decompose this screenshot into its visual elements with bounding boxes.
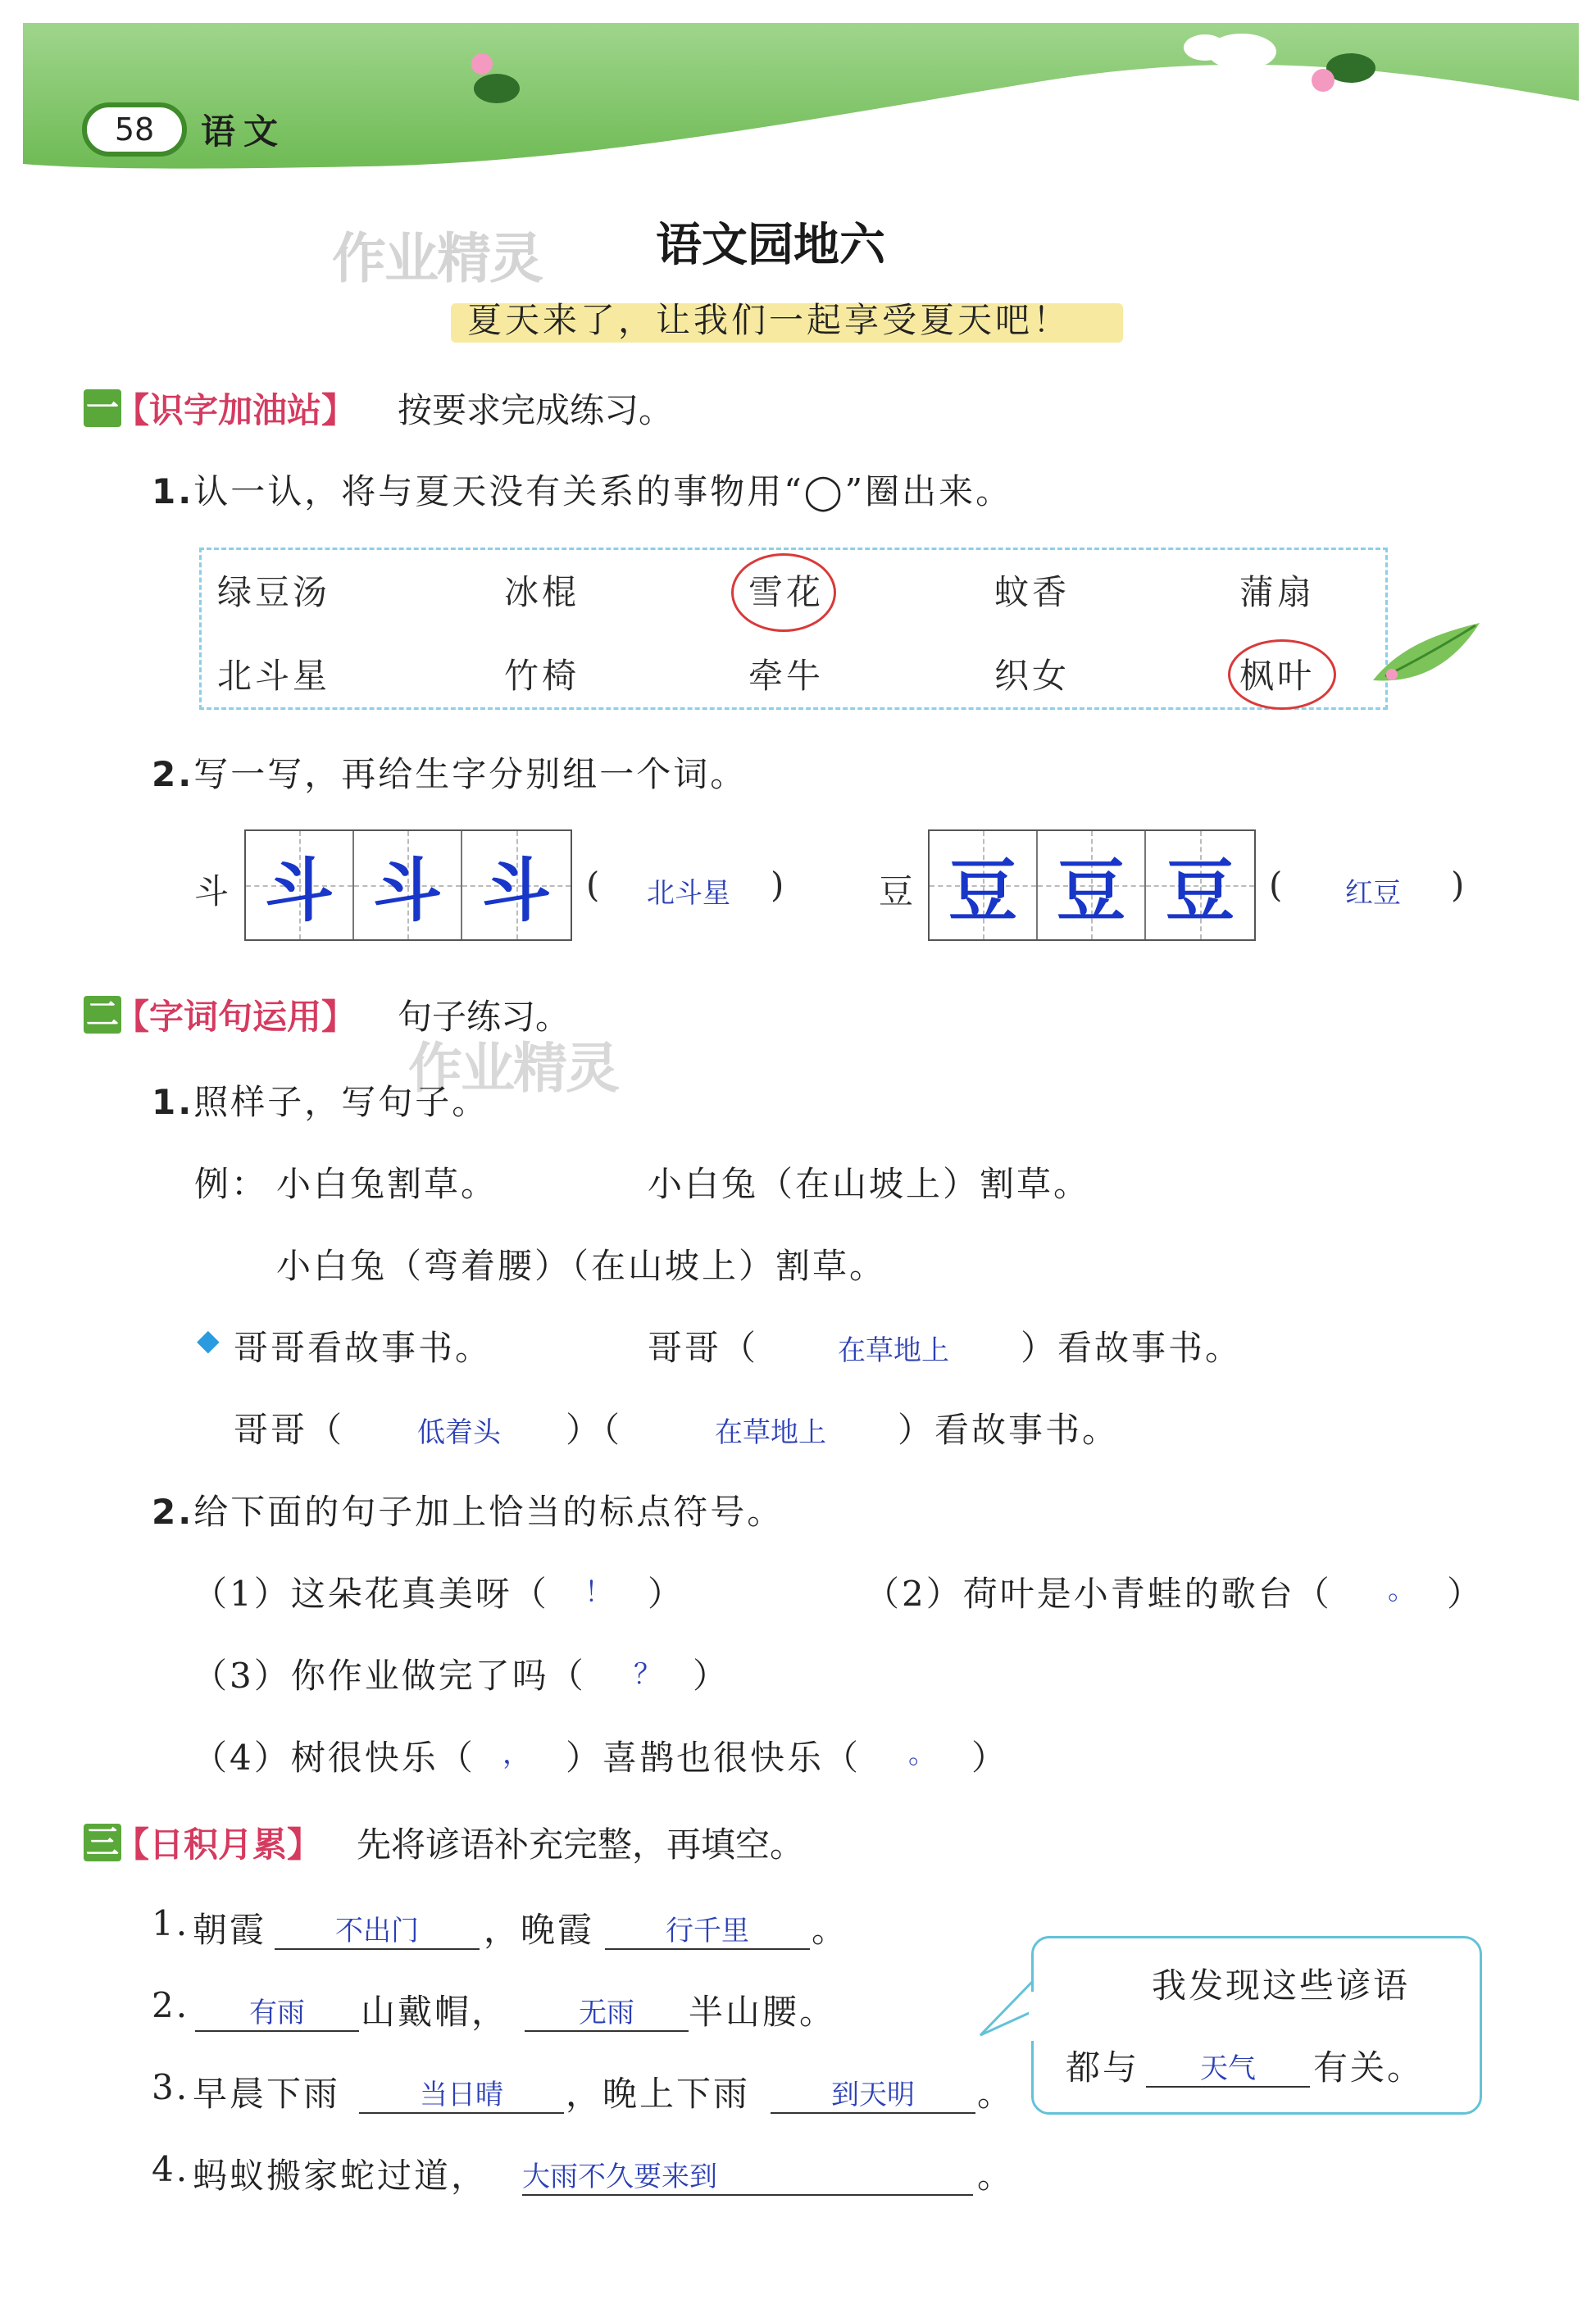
punct-answer[interactable]: 。 [908, 1738, 936, 1770]
writing-grid [928, 829, 1256, 941]
page-number: 58 [82, 102, 187, 157]
word-item-circled[interactable]: 雪花 [748, 572, 825, 612]
punct-prefix: （3）你作业做完了吗（ [193, 1656, 586, 1696]
s1-q1: 1.认一认，将与夏天没有关系的事物用“◯”圈出来。 [152, 471, 1013, 511]
word-item[interactable]: 织女 [994, 656, 1071, 696]
proverb-number: 2. [152, 1985, 190, 2025]
word-answer[interactable]: 红豆 [1345, 877, 1401, 910]
writing-grid [244, 829, 572, 941]
proverb-text: 蚂蚁搬家蛇过道， [193, 2156, 489, 2196]
punct-prefix: （4）树很快乐（ [193, 1738, 475, 1778]
proverb-text: ，晚霞 [484, 1910, 595, 1950]
punct-suffix: ） [693, 1656, 730, 1696]
word-item[interactable]: 蒲扇 [1239, 572, 1316, 612]
line2-prefix: 哥哥（ [234, 1410, 345, 1450]
diamond-bullet-icon: ◆ [197, 1324, 220, 1357]
line1-suffix: ）看故事书。 [1021, 1328, 1243, 1368]
word-answer[interactable]: 北斗星 [647, 877, 730, 910]
punct-prefix: （1）这朵花真美呀（ [193, 1574, 549, 1614]
s2-q1: 1.照样子，写句子。 [152, 1082, 489, 1122]
proverb-text: 。 [977, 2074, 1015, 2114]
section-2-number: 二 [84, 996, 121, 1034]
writing-cell[interactable]: 豆 [930, 831, 1038, 939]
proverb-number: 3. [152, 2067, 190, 2107]
writing-cell[interactable]: 斗 [462, 831, 571, 939]
line1-prefix: 哥哥（ [648, 1328, 759, 1368]
word-item[interactable]: 蚊香 [994, 572, 1071, 612]
punct-mid: ）喜鹊也很快乐（ [566, 1738, 862, 1778]
bubble-line2-prefix: 都与 [1066, 2047, 1140, 2088]
sentence-answer[interactable]: 低着头 [417, 1416, 501, 1449]
watermark: 作业精灵 [408, 1037, 618, 1100]
bubble-answer[interactable]: 天气 [1146, 2046, 1310, 2088]
punct-answer[interactable]: ， [502, 1738, 530, 1770]
punct-answer[interactable]: ！ [584, 1576, 612, 1609]
bubble-line1: 我发现这些谚语 [1152, 1965, 1411, 2006]
section-2-instruction: 句子练习。 [398, 997, 571, 1037]
proverb-text: 朝霞 [193, 1910, 267, 1950]
watermark: 作业精灵 [332, 227, 542, 290]
open-paren: ( [1269, 865, 1286, 905]
section-3-instruction: 先将谚语补充完整，再填空。 [357, 1824, 805, 1865]
proverb-text: 山戴帽， [361, 1992, 509, 2032]
proverb-text: 早晨下雨 [193, 2074, 341, 2114]
example-sentence: 小白兔（弯着腰）（在山坡上）割草。 [276, 1246, 887, 1286]
word-item[interactable]: 北斗星 [217, 656, 331, 696]
word-item[interactable]: 冰棍 [504, 572, 580, 612]
task-sentence: 哥哥看故事书。 [234, 1328, 493, 1368]
proverb-answer[interactable]: 不出门 [275, 1908, 480, 1950]
word-item[interactable]: 绿豆汤 [217, 572, 331, 612]
proverb-answer[interactable]: 行千里 [605, 1908, 810, 1950]
section-3-title: 【日积月累】 [115, 1824, 322, 1865]
writing-cell[interactable]: 斗 [246, 831, 354, 939]
proverb-text: 。 [977, 2156, 1015, 2196]
subject-label: 语文 [201, 111, 287, 152]
punct-prefix: （2）荷叶是小青蛙的歌台（ [865, 1574, 1332, 1614]
proverb-answer[interactable]: 大雨不久要来到 [522, 2154, 973, 2196]
writing-cell[interactable]: 豆 [1038, 831, 1146, 939]
word-item[interactable]: 竹椅 [504, 656, 580, 696]
s1-q2: 2.写一写，再给生字分别组一个词。 [152, 754, 748, 794]
open-paren: ( [586, 865, 603, 905]
proverb-answer[interactable]: 有雨 [195, 1990, 359, 2032]
punct-answer[interactable]: ？ [634, 1658, 662, 1691]
example-sentence: 小白兔（在山坡上）割草。 [648, 1164, 1091, 1204]
proverb-number: 1. [152, 1903, 190, 1943]
proverb-text: 半山腰。 [689, 1992, 837, 2032]
sentence-answer[interactable]: 在草地上 [838, 1334, 949, 1367]
bubble-line2-suffix: 有关。 [1313, 2047, 1425, 2088]
char-label: 斗 [194, 871, 233, 911]
proverb-answer[interactable]: 无雨 [525, 1990, 689, 2032]
section-1-instruction: 按要求完成练习。 [398, 390, 674, 430]
writing-cell[interactable]: 豆 [1146, 831, 1254, 939]
line2-suffix: ）看故事书。 [898, 1410, 1120, 1450]
line2-mid: ）（ [566, 1410, 623, 1450]
punct-answer[interactable]: 。 [1388, 1574, 1416, 1606]
proverb-answer[interactable]: 到天明 [771, 2072, 975, 2114]
section-1-title: 【识字加油站】 [115, 390, 357, 430]
punct-suffix: ） [648, 1574, 685, 1614]
word-item[interactable]: 牵牛 [748, 656, 825, 696]
example-sentence: 小白兔割草。 [276, 1164, 498, 1204]
proverb-text: 。 [812, 1910, 849, 1950]
leaf-decoration-icon [1369, 611, 1484, 693]
char-label: 豆 [879, 871, 917, 911]
section-1-number: 一 [84, 389, 121, 427]
example-label: 例： [194, 1164, 269, 1204]
punct-suffix: ） [1447, 1574, 1485, 1614]
bubble-tail-cover [1029, 1992, 1037, 2041]
section-3-number: 三 [84, 1824, 121, 1861]
sentence-answer[interactable]: 在草地上 [715, 1416, 826, 1449]
word-item-circled[interactable]: 枫叶 [1239, 656, 1316, 696]
proverb-text: ，晚上下雨 [566, 2074, 751, 2114]
punct-suffix: ） [971, 1738, 1009, 1778]
close-paren: ) [771, 865, 788, 905]
s2-q2: 2.给下面的句子加上恰当的标点符号。 [152, 1492, 784, 1532]
close-paren: ) [1451, 865, 1468, 905]
proverb-answer[interactable]: 当日晴 [359, 2072, 564, 2114]
section-2-title: 【字词句运用】 [115, 997, 357, 1037]
subtitle: 夏天来了，让我们一起享受夏天吧！ [467, 300, 1071, 340]
proverb-number: 4. [152, 2149, 190, 2189]
writing-cell[interactable]: 斗 [354, 831, 462, 939]
page-title: 语文园地六 [656, 219, 885, 272]
